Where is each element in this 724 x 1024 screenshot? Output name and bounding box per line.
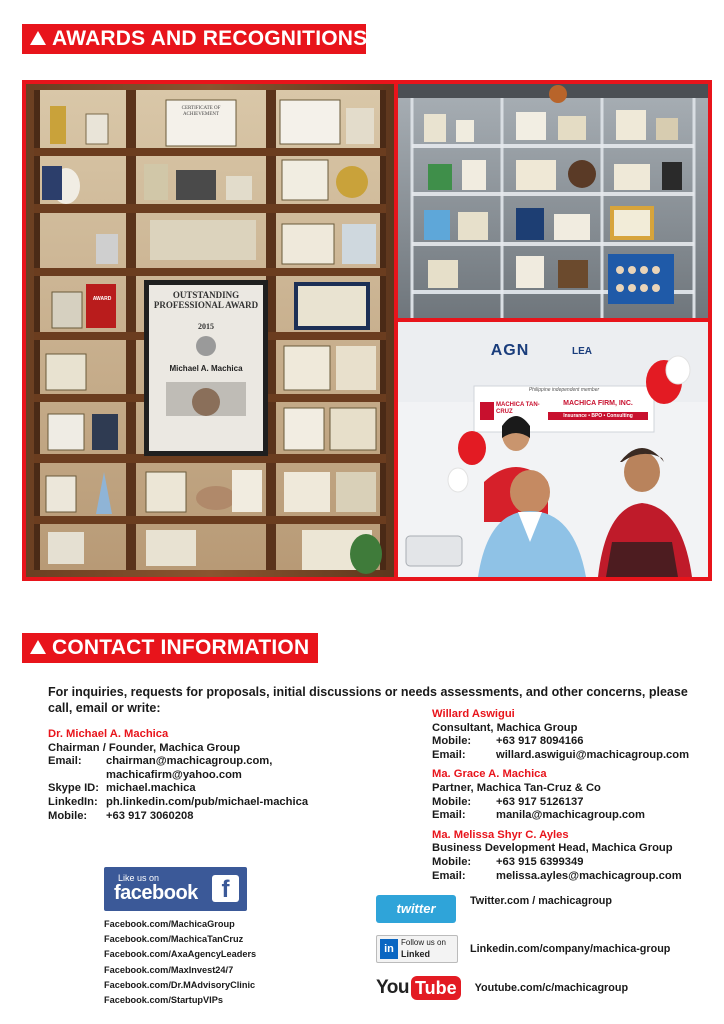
facebook-page-list (104, 917, 256, 1008)
mobile-number: +63 915 6399349 (496, 855, 584, 868)
linkedin-badge-top: Follow us on (401, 938, 446, 947)
email-label: Email: (48, 755, 82, 768)
facebook-page-link[interactable]: Facebook.com/StartupVIPs (104, 995, 223, 1006)
plaque-label: AWARD (92, 296, 112, 302)
linkedin-badge-bottom: Linked (401, 949, 431, 959)
contact-title: Chairman / Founder, Machica Group (48, 741, 241, 754)
awards-banner (22, 24, 366, 54)
facebook-page-link[interactable]: Facebook.com/Dr.MAdvisoryClinic (104, 979, 256, 990)
contact-name: Ma. Melissa Shyr C. Ayles (432, 828, 569, 841)
linkedin-link[interactable]: ph.linkedin.com/pub/michael-machica (106, 795, 309, 808)
contact-title: Business Development Head, Machica Group (432, 842, 673, 855)
facebook-badge-small-text: Like us on (118, 873, 160, 883)
mobile-label: Mobile: (432, 735, 472, 748)
email-link-alt[interactable]: machicafirm@yahoo.com (106, 768, 242, 781)
awards-photo-collage (22, 80, 712, 581)
skype-id: michael.machica (106, 782, 196, 795)
youtube-tube: Tube (411, 976, 461, 1000)
facebook-icon: f (212, 875, 239, 902)
contact-banner (22, 633, 318, 663)
facebook-page-link[interactable]: Facebook.com/MaxInvest24/7 (104, 964, 234, 975)
twitter-icon[interactable]: twitter (376, 895, 456, 923)
other-contacts (432, 708, 722, 883)
member-text: Philippine independent member (528, 387, 600, 393)
twitter-link[interactable]: Twitter.com / machicagroup (470, 895, 612, 907)
youtube-link[interactable]: Youtube.com/c/machicagroup (474, 982, 629, 994)
primary-contact (48, 728, 378, 823)
facebook-page-link[interactable]: Facebook.com/MachicaTanCruz (104, 934, 244, 945)
mobile-number: +63 917 5126137 (496, 795, 584, 808)
contact-name: Dr. Michael A. Machica (48, 728, 169, 740)
youtube-row (376, 975, 628, 1001)
skype-label: Skype ID: (48, 782, 99, 795)
poster-title: OUTSTANDING PROFESSIONAL AWARD (153, 290, 259, 310)
team-photo (398, 322, 708, 577)
contact-title: Partner, Machica Tan-Cruz & Co (432, 781, 601, 794)
mobile-label: Mobile: (48, 809, 88, 822)
youtube-you: You (376, 977, 409, 998)
linkedin-row (376, 935, 670, 963)
triangle-icon (30, 640, 46, 654)
linkedin-label: LinkedIn: (48, 795, 98, 808)
awards-banner-title: AWARDS AND RECOGNITIONS (52, 27, 368, 50)
linkedin-link[interactable]: Linkedin.com/company/machica-group (470, 943, 671, 955)
facebook-wordmark: facebook (114, 882, 198, 904)
lea-logo: LEA (572, 346, 592, 357)
awards-wall-photo (26, 84, 394, 577)
mobile-label: Mobile: (432, 855, 472, 868)
poster-year: 2015 (198, 322, 214, 331)
email-link[interactable]: willard.aswigui@machicagroup.com (496, 748, 690, 761)
mobile-number: +63 917 3060208 (106, 809, 194, 822)
contact-title: Consultant, Machica Group (432, 721, 578, 734)
email-link[interactable]: chairman@machicagroup.com, (106, 755, 273, 768)
facebook-page-link[interactable]: Facebook.com/MachicaGroup (104, 919, 235, 929)
mobile-number: +63 917 8094166 (496, 735, 584, 748)
mobile-label: Mobile: (432, 795, 472, 808)
twitter-row (376, 895, 612, 923)
sign-services: Insurance • BPO • Consulting (563, 413, 633, 419)
linkedin-icon: in (380, 939, 398, 959)
email-label: Email: (432, 809, 466, 822)
email-label: Email: (432, 748, 466, 761)
contact-banner-title: CONTACT INFORMATION (52, 636, 310, 659)
sign-company-1: MACHICA TAN-CRUZ (496, 402, 540, 415)
email-link[interactable]: manila@machicagroup.com (496, 809, 645, 822)
contact-name: Ma. Grace A. Machica (432, 768, 547, 781)
triangle-icon (30, 31, 46, 45)
youtube-icon[interactable] (376, 975, 461, 1001)
certificate-title: CERTIFICATE OF ACHIEVEMENT (181, 106, 221, 117)
poster-name: Michael A. Machica (169, 364, 243, 373)
team-photo-illustration (398, 322, 708, 577)
contact-intro: For inquiries, requests for proposals, initial discussions or needs assessments, and other concerns, please call, email or write: (48, 685, 688, 715)
email-label: Email: (432, 869, 466, 882)
sign-company-2: MACHICA FIRM, INC. (563, 400, 633, 407)
glass-cabinet-illustration (398, 84, 708, 318)
agn-logo: AGN (490, 342, 530, 359)
facebook-page-link[interactable]: Facebook.com/AxaAgencyLeaders (104, 949, 257, 960)
email-link[interactable]: melissa.ayles@machicagroup.com (496, 869, 682, 882)
glass-cabinet-photo (398, 84, 708, 318)
contact-name: Willard Aswigui (432, 708, 515, 720)
spacer (48, 769, 106, 783)
linkedin-follow-badge[interactable] (376, 935, 458, 963)
facebook-like-badge[interactable] (104, 867, 247, 911)
